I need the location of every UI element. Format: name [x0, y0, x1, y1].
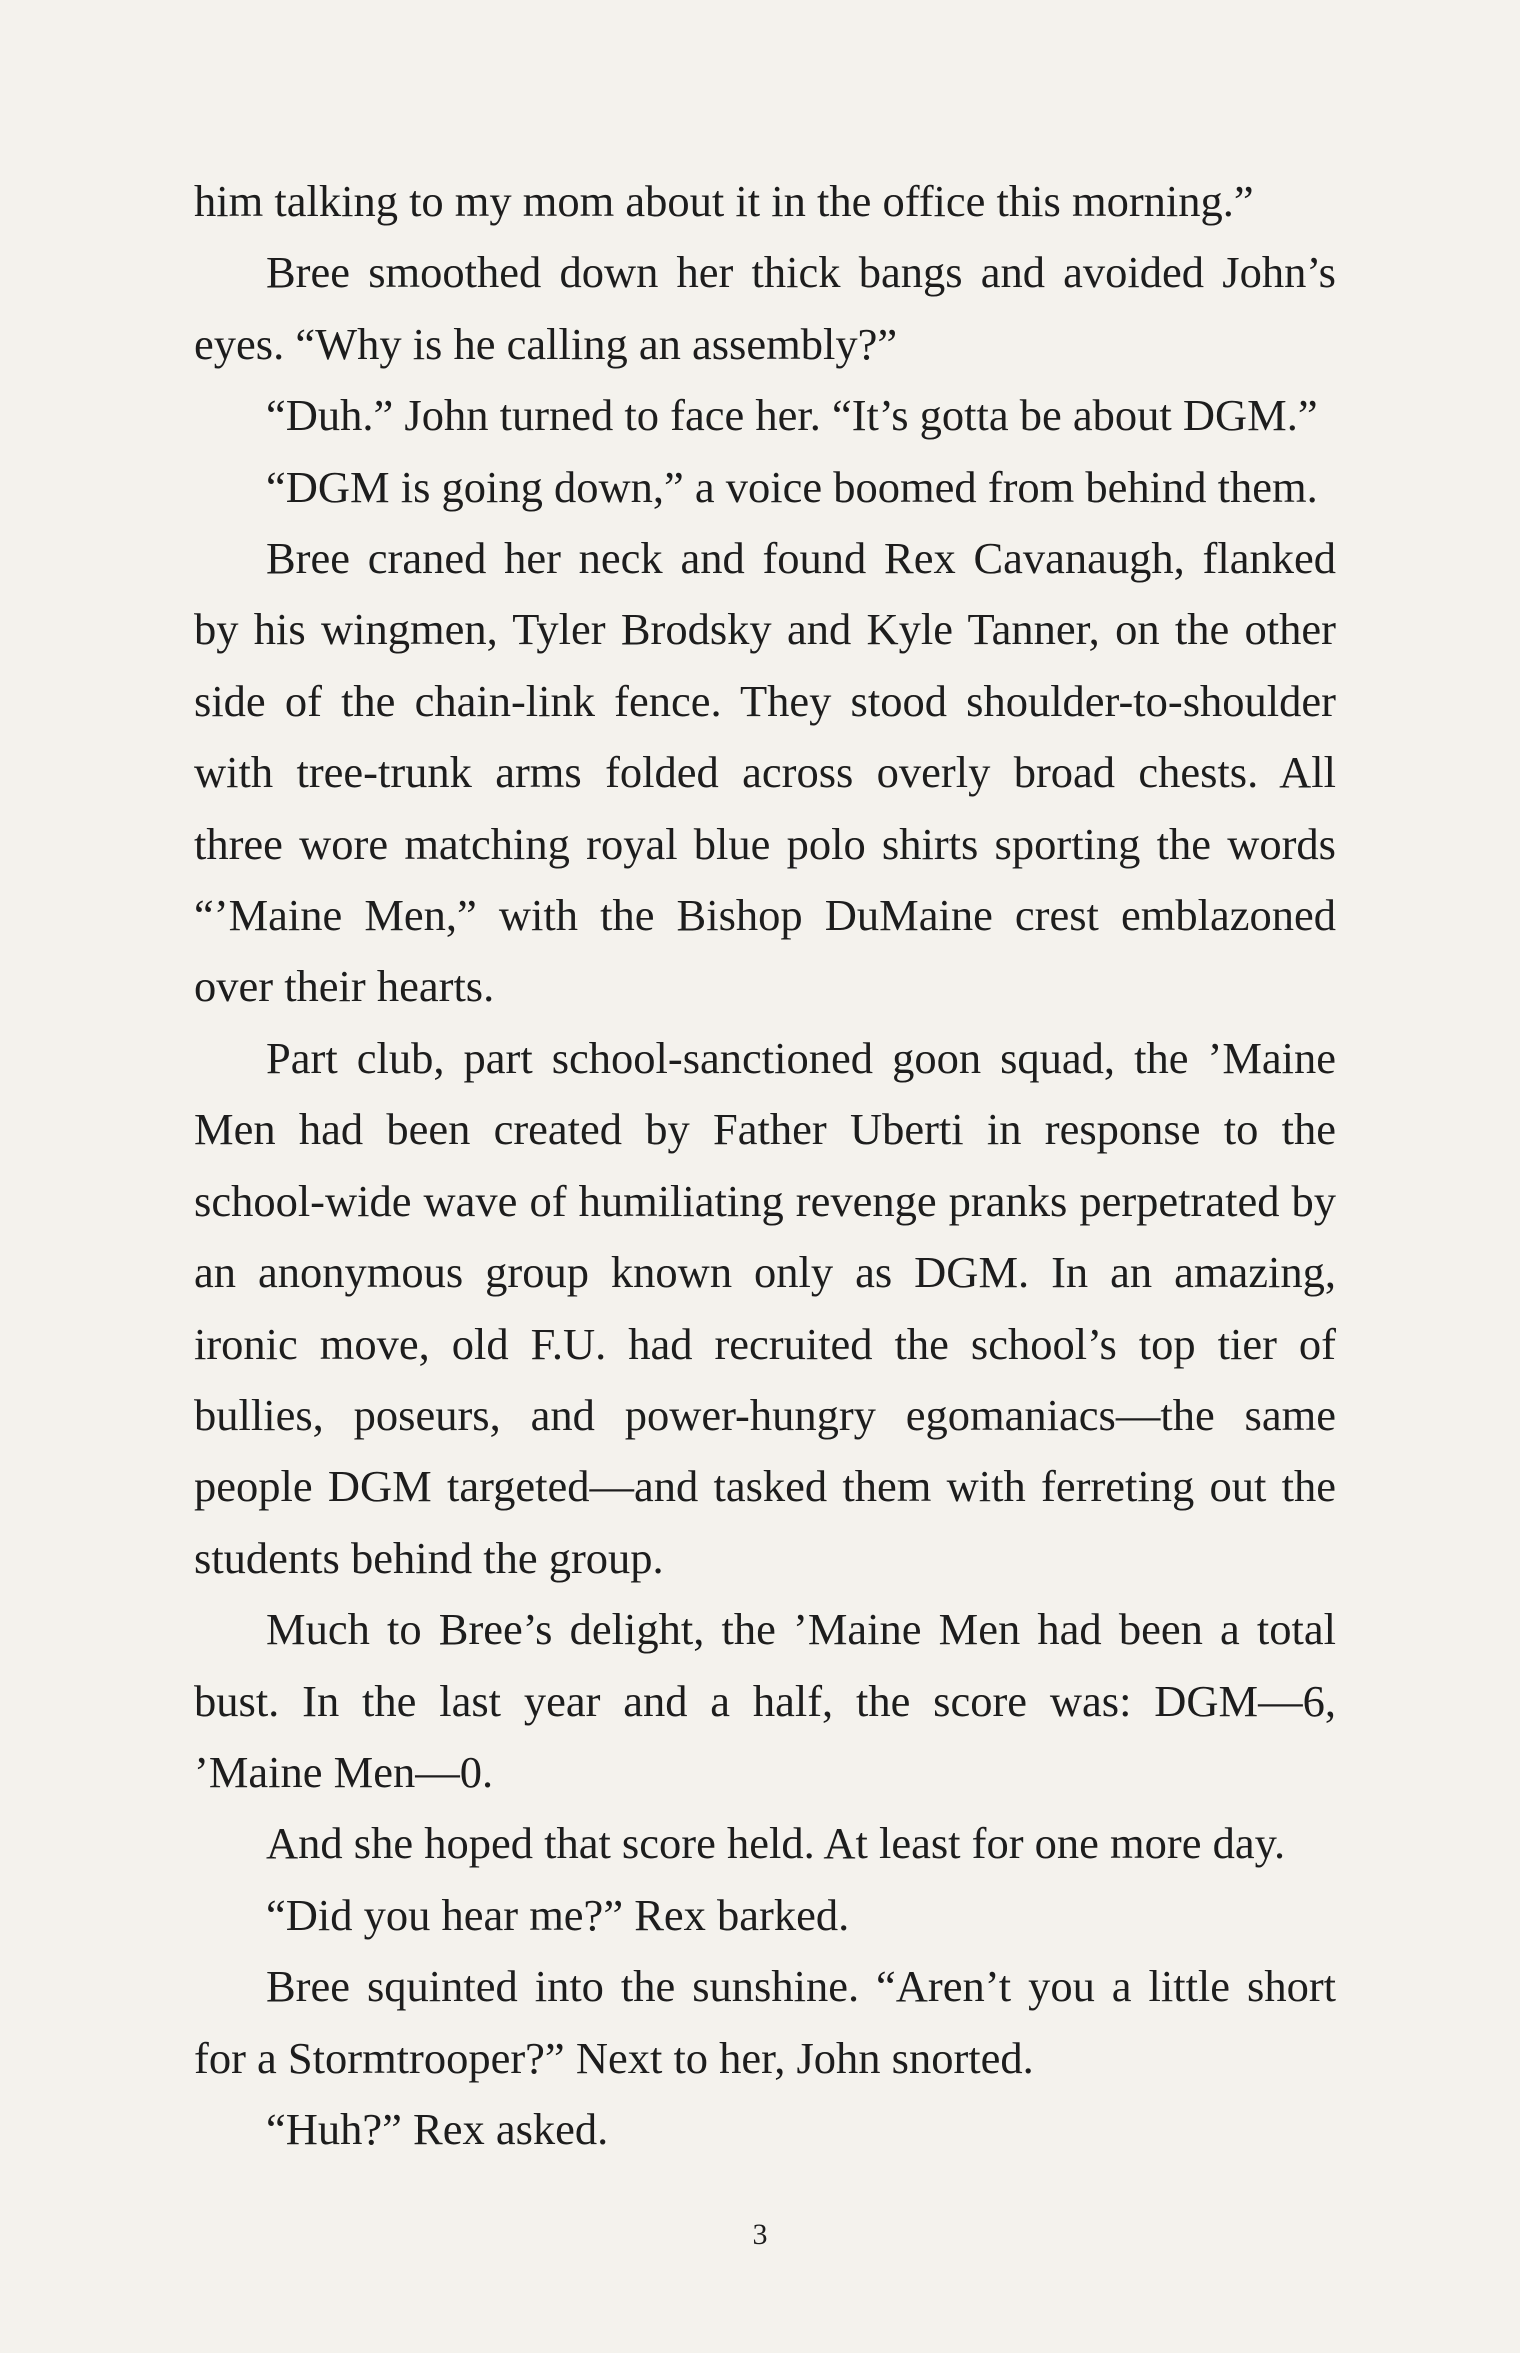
body-text — [194, 166, 1336, 2165]
paragraph: “Duh.” John turned to face her. “It’s gotta be about DGM.” — [266, 390, 1318, 441]
paragraph: Bree smoothed down her thick bangs and avoided John’s eyes. “Why is he calling an assembly?” — [194, 247, 1336, 369]
paragraph: And she hoped that score held. At least for one more day. — [266, 1818, 1286, 1869]
paragraph: “DGM is going down,” a voice boomed from behind them. — [266, 461, 1318, 512]
paragraph: “Did you hear me?” Rex barked. — [266, 1889, 850, 1940]
paragraph: him talking to my mom about it in the office this morning.” — [194, 176, 1254, 226]
paragraph: Part club, part school-sanctioned goon squad, the ’Maine Men had been created by Father Uberti in response to the school-wide wave of humiliating revenge pranks perpetrated by an anonymous group known only as DGM. In an amazing, ironic move, old F.U. had recruited the school’s top tier of bullies, poseurs, and power-hungry egomaniacs—the same people DGM targeted—and tasked them with ferreting out the students behind the group. — [194, 1032, 1336, 1583]
page-number: 3 — [752, 2218, 768, 2251]
paragraph: Bree squinted into the sunshine. “Aren’t you a little short for a Stormtrooper?” Next to her, John snorted. — [194, 1961, 1336, 2083]
paragraph: Much to Bree’s delight, the ’Maine Men had been a total bust. In the last year and a half, the score was: DGM—6, ’Maine Men—0. — [194, 1604, 1336, 1797]
paragraph: Bree craned her neck and found Rex Cavanaugh, flanked by his wingmen, Tyler Brodsky and Kyle Tanner, on the other side of the chain-link fence. They stood shoulder-to-shoulder with tree-trunk arms folded across overly broad chests. All three wore matching royal blue polo shirts sporting the words “’Maine Men,” with the Bishop DuMaine crest emblazoned over their hearts. — [194, 533, 1336, 1012]
paragraph: “Huh?” Rex asked. — [266, 2103, 609, 2154]
